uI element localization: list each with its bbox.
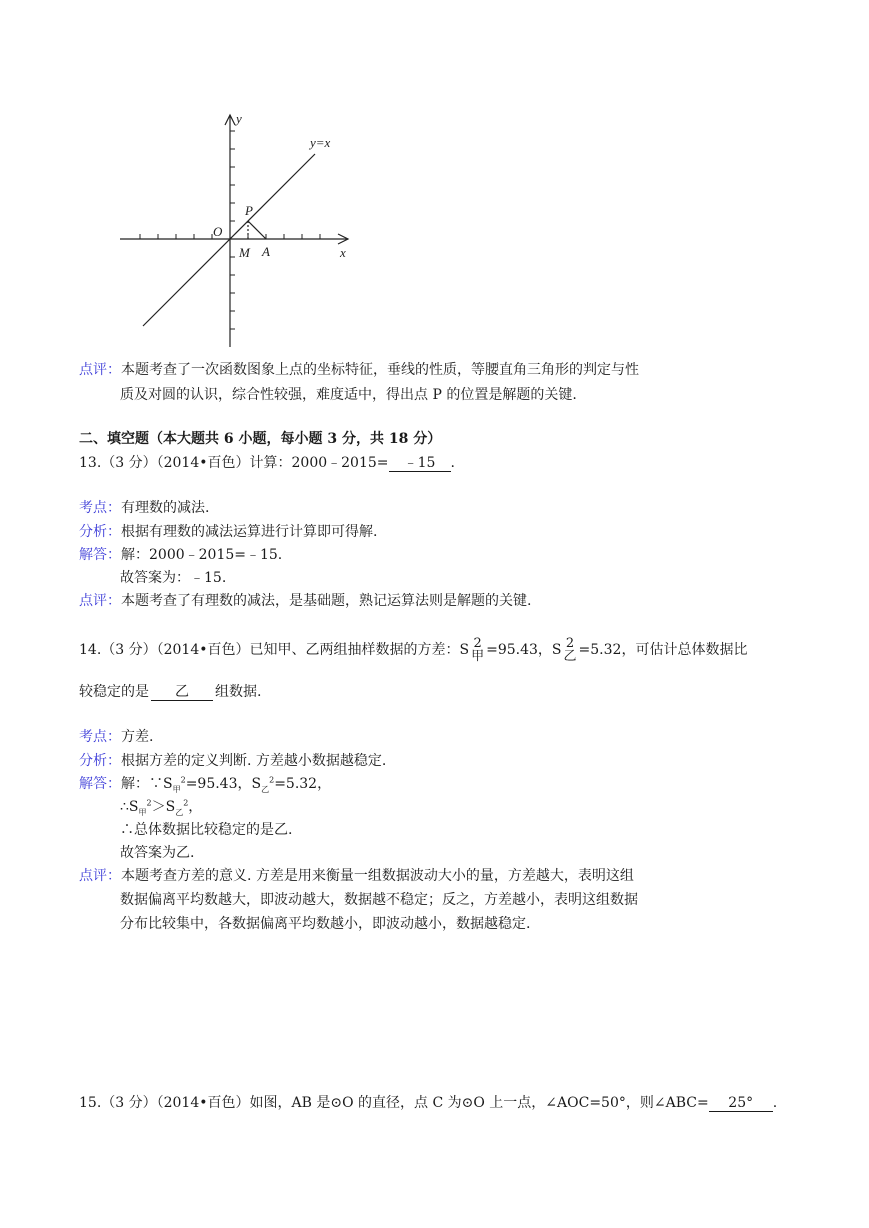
q14-var-yi: 2 乙 [563, 636, 577, 664]
q13-jieda: 解答：解：2000﹣2015=﹣15. [79, 547, 283, 563]
q15-stem: 15.（3 分）（2014•百色）如图，AB 是⊙O 的直径，点 C 为⊙O 上一点，∠AOC=50°，则∠ABC= 25° . [79, 1095, 778, 1111]
q13-answer: ﹣15 [389, 455, 451, 472]
q13-kaodian: 考点：有理数的减法. [79, 500, 210, 516]
q13-comment: 点评：本题考查了有理数的减法，是基础题，熟记运算法则是解题的关键. [79, 593, 532, 609]
q14-comment-line2: 数据偏离平均数越大，即波动越大，数据越不稳定；反之，方差越小，表明这组数据 [120, 892, 638, 908]
section-title: 二、填空题（本大题共 6 小题，每小题 3 分，共 18 分） [79, 431, 442, 447]
y-axis-label: y [236, 111, 242, 126]
comment-tag: 点评： [79, 362, 121, 378]
q14-jieda-line1: 解答：解：$\because S_甲^2=95.43$，$S_乙^2=5.32$， [79, 775, 332, 794]
q14-comment-line3: 分布比较集中，各数据偏离平均数越小，即波动越小，数据越稳定. [120, 916, 531, 932]
q14-var-jia: 2 甲 [471, 636, 485, 664]
q14-jieda-line2: $\therefore S_甲^2>S_乙^2$， [120, 798, 203, 817]
line-label: y=x [310, 135, 331, 150]
coordinate-graph [110, 105, 370, 355]
q14-stem-line1: 14.（3 分）（2014•百色）已知甲、乙两组抽样数据的方差：S 2 甲 =95.43，S 2 乙 =5.32，可估计总体数据比 [79, 636, 748, 664]
x-axis-label: x [340, 245, 346, 260]
q14-stem-line2: 较稳定的是 乙 组数据. [79, 684, 262, 700]
q14-jieda-line3: ∴总体数据比较稳定的是乙. [120, 822, 293, 838]
q13-jieda-line2: 故答案为：﹣15. [120, 570, 227, 586]
q13-fenxi: 分析：根据有理数的减法运算进行计算即可得解. [79, 524, 378, 540]
segment-pa [248, 221, 266, 239]
q14-kaodian: 考点：方差. [79, 729, 154, 745]
q14-answer: 乙 [151, 684, 213, 701]
q14-jieda-line4: 故答案为乙. [120, 845, 195, 861]
q13-stem: 13.（3 分）（2014•百色）计算：2000﹣2015= ﹣15 . [79, 455, 455, 471]
q12-comment-line1: 点评：本题考查了一次函数图象上点的坐标特征，垂线的性质，等腰直角三角形的判定与性 [79, 362, 639, 378]
point-a-label: A [262, 244, 270, 259]
point-m-label: M [239, 245, 250, 260]
q12-comment-line2: 质及对圆的认识，综合性较强，难度适中，得出点 P 的位置是解题的关键. [120, 387, 577, 403]
q14-fenxi: 分析：根据方差的定义判断. 方差越小数据越稳定. [79, 753, 387, 769]
line-y-equals-x [143, 154, 315, 326]
q15-answer: 25° [709, 1095, 773, 1112]
q14-comment-line1: 点评：本题考查方差的意义. 方差是用来衡量一组数据波动大小的量，方差越大，表明这组 [79, 868, 634, 884]
point-p-label: P [245, 203, 253, 218]
origin-label: O [213, 224, 223, 239]
